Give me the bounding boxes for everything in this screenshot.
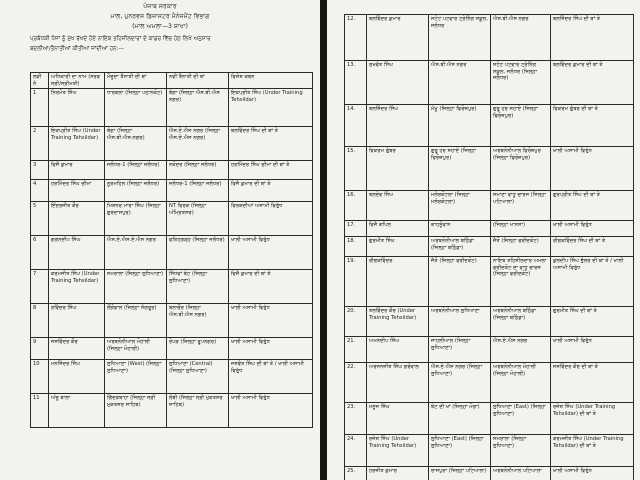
remarks: ਖਾਲੀ ਅਸਾਮੀ ਵਿਰੁੱਧ bbox=[551, 467, 634, 480]
table-row bbox=[31, 89, 313, 127]
table-row bbox=[31, 360, 313, 394]
table-row bbox=[345, 337, 634, 363]
remarks: ਵਿਕਰਮ ਗੁੰਬਰ ਦੀ ਥਾਂ ਤੇ bbox=[551, 105, 634, 147]
intro-line: ਪ੍ਰਬੰਧਕੀ ਧੋਜਾਂ ਨੂੰ ਮੁੱਖ ਰੱਖਦੇ ਹੋਏ ਨਾਇਬ ਤਹਿਸੀਲਦਾਰਾਂ ਦੇ ਕਾਡਰ ਵਿੱਚ ਹੇਠ ਲਿਖੇ ਅਨੁਸਾਰ bbox=[30, 36, 211, 42]
current-posting: ਜਲੰਧਰ-1 (ਜਿਲ੍ਹਾ ਜਲੰਧਰ) bbox=[105, 161, 167, 180]
officer-name: ਇੰਦਰਜੀਤ ਕੌਰ bbox=[49, 202, 105, 236]
officer-name: ਜਸਵਿੰਦਰ ਕੌਰ bbox=[49, 338, 105, 360]
current-posting: ਲੁਧਿਆਣਾ (East) (ਜਿਲ੍ਹਾ ਲੁਧਿਆਣਾ) bbox=[429, 435, 491, 467]
current-posting: ਅਰਬਨੋਨੀਆਲ ਬਠਿੰਡਾ (ਜਿਲ੍ਹਾ ਬਠਿੰਡਾ) bbox=[429, 237, 491, 257]
table-row bbox=[345, 61, 634, 105]
remarks: ਗੁਰਪ੍ਰੀਤ ਸਿੰਘ ਦੀ ਥਾਂ ਤੇ bbox=[551, 191, 634, 221]
current-posting: ਸਟੇਟ ਪਟਵਾਰ ਟ੍ਰੇਨਿੰਗ ਸਕੂਲ, ਜਲੰਧਰ bbox=[429, 15, 491, 61]
remarks: ਖਾਲੀ ਅਸਾਮੀ ਵਿਰੁੱਧ bbox=[229, 394, 313, 428]
column-header: ਅਧਿਕਾਰੀ ਦਾ ਨਾਮ (ਸਰਵ ਸ੍ਰੀ/ਸ੍ਰੀਮਤੀ) bbox=[49, 73, 105, 89]
new-posting: (ਜਿਲ੍ਹਾ ਮਾਨਸਾ) bbox=[491, 221, 551, 237]
column-header: ਮੌਜੂਦਾ ਤੈਨਾਤੀ ਦੀ ਥਾਂ bbox=[105, 73, 167, 89]
officer-name: ਵਿਜੈ ਕੁਮਾਰ bbox=[49, 161, 105, 180]
officer-name: ਬਲਦੇਵ ਸਿੰਘ bbox=[367, 191, 429, 221]
current-posting: ਮਲੇਰਕੋਟਲਾ (ਜਿਲ੍ਹਾ ਮਲੇਰਕੋਟਲਾ) bbox=[429, 191, 491, 221]
remarks: ਬਲਵਿੰਦਰ ਕੁਮਾਰ ਦੀ ਥਾਂ ਤੇ bbox=[551, 61, 634, 105]
row-number: 6 bbox=[31, 236, 49, 270]
new-posting: ਨਾਇਬ ਤਹਿਸੀਲਦਾਰ ਅਮਲਾ ਫਰੀਦਕੋਟ ਦਾ ਵਾਧੂ ਚਾਰਜ (ਜਿਲ੍ਹਾ ਫਰੀਦਕੋਟ) bbox=[491, 257, 551, 307]
current-posting: ਧਾਰਕਲਾ (ਜਿਲ੍ਹਾ ਪਠਾਨਕੋਟ) bbox=[105, 89, 167, 127]
officer-name: ਗਗਨਦੀਪ ਸਿੰਘ bbox=[49, 236, 105, 270]
new-posting: ਨਕੋਦਰ (ਜਿਲ੍ਹਾ ਜਲੰਧਰ) bbox=[167, 161, 229, 180]
officer-name: ਰਜੇਸ਼ ਸਿੰਘ (Under Training Tehsildar) bbox=[367, 435, 429, 467]
remarks: ਕੁਲਦੀਪ ਸਿੰਘ ਭੁੱਲਰ ਦੀ ਥਾਂ ਤੇ / ਖਾਲੀ ਅਸਾਮੀ ਵਿਰੁੱਧ bbox=[551, 257, 634, 307]
table-row bbox=[345, 191, 634, 221]
table-row bbox=[345, 435, 634, 467]
current-posting: ਬੇਟ ਦੀ ਖਾਂ (ਜਿਲ੍ਹਾ ਮੋਗਾ) bbox=[429, 403, 491, 435]
row-number: 4 bbox=[31, 180, 49, 202]
new-posting: ਅਰਬਨੋਨੀਆਲ ਮੋਹਾਲੀ (ਜਿਲ੍ਹਾ ਮੋਹਾਲੀ) bbox=[491, 363, 551, 403]
current-posting: ਅਰਬਨੋਨੀਆਲ ਲੁਧਿਆਣਾ bbox=[429, 307, 491, 337]
new-posting: ਬੰਗਾ (ਜਿਲ੍ਹਾ ਐਸ.ਬੀ.ਐਸ ਨਗਰ) bbox=[167, 89, 229, 127]
new-posting: ਅਰਬਨੋਨੀਆਲ ਫਿਰੋਜ਼ਪੁਰ (ਜਿਲ੍ਹਾ ਫਿਰੋਜ਼ਪੁਰ) bbox=[491, 147, 551, 191]
column-header: ਨਵੀਂ ਤੈਨਾਤੀ ਦੀ ਥਾਂ bbox=[167, 73, 229, 89]
table-row bbox=[31, 127, 313, 161]
row-number: 19. bbox=[345, 257, 367, 307]
remarks: ਰੀਗਕਵਿੰਦਰ ਸਿੰਘ ਦੀ ਥਾਂ ਤੇ bbox=[551, 237, 634, 257]
new-posting: ਸਟੇਟ ਪਟਵਾਰ ਟ੍ਰੇਨਿੰਗ ਸਕੂਲ, ਜਲੰਧਰ (ਜਿਲ੍ਹਾ ਜਲੰਧਰ) bbox=[491, 61, 551, 105]
header-line: ਪੰਜਾਬ ਸਰਕਾਰ bbox=[143, 3, 177, 10]
new-posting: ਜਲੰਧਰ-1 (ਜਿਲ੍ਹਾ ਜਲੰਧਰ) bbox=[167, 180, 229, 202]
remarks: ਕਰਮਜੀਤ ਸਿੰਘ (Under Training Tehsildar) ਦੀ ਥਾਂ ਤੇ bbox=[551, 435, 634, 467]
table-header-row bbox=[31, 73, 313, 89]
table-row bbox=[31, 236, 313, 270]
officer-name: ਵਿਕਰਮ ਗੁੰਬਰ bbox=[367, 147, 429, 191]
table-row bbox=[345, 257, 634, 307]
row-number: 2 bbox=[31, 127, 49, 161]
remarks: ਵਿਰਕਦੀਆਂ ਅਸਾਮੀ ਵਿਰੁੱਧ bbox=[229, 202, 313, 236]
new-posting: ਲੁਧਿਆਣਾ (Central) (ਜਿਲ੍ਹਾ ਲੁਧਿਆਣਾ) bbox=[167, 360, 229, 394]
row-number: 17. bbox=[345, 221, 367, 237]
row-number: 15. bbox=[345, 147, 367, 191]
row-number: 10 bbox=[31, 360, 49, 394]
row-number: 14. bbox=[345, 105, 367, 147]
remarks: ਖਾਲੀ ਅਸਾਮੀ ਵਿਰੁੱਧ bbox=[551, 337, 634, 363]
remarks: ਵਿਜੈ ਕੁਮਾਰ ਦੀ ਥਾਂ ਤੇ bbox=[229, 180, 313, 202]
remarks: ਰਜੇਸ਼ ਸਿੰਘ (Under Training Tehsildar) ਦੀ ਥਾਂ ਤੇ bbox=[551, 403, 634, 435]
table-row bbox=[345, 237, 634, 257]
row-number: 25. bbox=[345, 467, 367, 480]
remarks: ਇਕਪ੍ਰੀਤ ਸਿੰਘ (Under Training Tehsildar) bbox=[229, 89, 313, 127]
table-row bbox=[31, 304, 313, 338]
new-posting: ਰੋਪੜ (ਜਿਲ੍ਹਾ ਰੂਪਨਗਰ) bbox=[167, 338, 229, 360]
header-line: ਮਾਲ, ਪੁਨਰਵਸ ਡਿਜਾਸਟਰ ਮੈਨੇਜਮੈਂਟ ਵਿਭਾਗ bbox=[110, 13, 210, 20]
row-number: 1 bbox=[31, 89, 49, 127]
row-number: 3 bbox=[31, 161, 49, 180]
row-number: 12. bbox=[345, 15, 367, 61]
remarks: ਹਰਮਿੰਦਰ ਸਿੰਘ ਚੀਮਾ ਦੀ ਥਾਂ ਤੇ bbox=[229, 161, 313, 180]
table-row bbox=[345, 467, 634, 480]
remarks: ਵਿਜੈ ਕੁਮਾਰ ਦੀ ਥਾਂ ਤੇ bbox=[229, 270, 313, 304]
current-posting: ਬੰਗਾ (ਜਿਲ੍ਹਾ ਐਸ.ਬੀ.ਐਸ.ਨਗਰ) bbox=[105, 127, 167, 161]
officer-name: ਅੰਜੂ ਬਾਲਾ bbox=[49, 394, 105, 428]
current-posting: ਐਸ.ਏ.ਐਸ.ਏ.ਐਸ ਨਗਰ bbox=[105, 236, 167, 270]
remarks: ਜਸਵੰਤ ਸਿੰਘ ਦੀ ਥਾਂ ਤੇ / ਖਾਲੀ ਅਸਾਮੀ ਵਿਰੁੱਧ bbox=[229, 360, 313, 394]
current-posting: ਮਿਸ਼ਨਰ ਮਾਰਾ ਸਿੰਘ (ਜਿਲ੍ਹਾ ਗੁਰਦਾਸਪੁਰ) bbox=[105, 202, 167, 236]
new-posting: ਸਿੱਧਵਾਂ ਬੇਟ (ਜਿਲ੍ਹਾ ਲੁਧਿਆਣਾ) bbox=[167, 270, 229, 304]
document-header bbox=[0, 0, 320, 32]
header-line: (ਮਾਲ ਅਮਲਾ—3 ਸ਼ਾਖਾ) bbox=[132, 23, 188, 30]
table-row bbox=[345, 307, 634, 337]
table-row bbox=[31, 202, 313, 236]
right-document-page bbox=[327, 0, 640, 480]
current-posting: ਕਾਹਨੂੰਵਾਨ bbox=[429, 221, 491, 237]
new-posting: ਐਸ.ਏ.ਐਸ ਨਗਰ (ਜਿਲ੍ਹਾ ਐਸ.ਏ.ਐਸ ਨਗਰ) bbox=[167, 127, 229, 161]
new-posting: ਸਮਾਣਾ ਵਾਧੂ ਚਾਰਜ (ਜਿਲ੍ਹਾ ਪਟਿਆਲਾ) bbox=[491, 191, 551, 221]
officer-name: ਅਰਜਨਜੀਤ ਸਿੰਘ ਗਰੇਵਾਲ bbox=[367, 363, 429, 403]
row-number: 23. bbox=[345, 403, 367, 435]
current-posting: ਗਿੱਦੜਬਾਹਾ (ਜਿਲ੍ਹਾ ਸ੍ਰੀ ਮੁਕਤਸਰ ਸਾਹਿਬ) bbox=[105, 394, 167, 428]
current-posting: ਰਾਜਪੁਰਾ (ਜਿਲ੍ਹਾ ਪਟਿਆਲਾ) bbox=[429, 467, 491, 480]
table-row bbox=[31, 180, 313, 202]
new-posting: ਲੁਧਿਆਣਾ (East) (ਜਿਲ੍ਹਾ ਲੁਧਿਆਣਾ) bbox=[491, 403, 551, 435]
table-row bbox=[345, 147, 634, 191]
new-posting: ਜੈਤੋ (ਜਿਲ੍ਹਾ ਫਰੀਦਕੋਟ) bbox=[491, 237, 551, 257]
table-row bbox=[345, 221, 634, 237]
remarks: ਖਾਲੀ ਅਸਾਮੀ ਵਿਰੁੱਧ bbox=[551, 221, 634, 237]
remarks: ਗੁਰਮੀਤ ਸਿੰਘ ਦੀ ਥਾਂ ਤੇ bbox=[551, 307, 634, 337]
remarks: ਖਾਲੀ ਅਸਾਮੀ ਵਿਰੁੱਧ bbox=[229, 304, 313, 338]
order-intro bbox=[0, 32, 320, 57]
officer-name: ਵਿਜੈ ਕਪਿਲ bbox=[367, 221, 429, 237]
new-posting: ਫਤਿਹਗੜ੍ਹ (ਜਿਲ੍ਹਾ ਜਲੰਧਰ) bbox=[167, 236, 229, 270]
transfer-table-left bbox=[30, 72, 313, 428]
new-posting: ਅਰਬਨੋਨੀਆਲ ਪਟਿਆਲਾ bbox=[491, 467, 551, 480]
officer-name: ਸੁਖਵੰਤ ਸਿੰਘ bbox=[367, 61, 429, 105]
table-row bbox=[31, 338, 313, 360]
officer-name: ਹਰਜੀਤ ਕੁਮਾਰ bbox=[367, 467, 429, 480]
row-number: 8 bbox=[31, 304, 49, 338]
current-posting: ਜਾਹਲੀਆਲ (ਜਿਲ੍ਹਾ ਲੁਧਿਆਣਾ) bbox=[429, 337, 491, 363]
remarks: ਖਾਲੀ ਅਸਾਮੀ ਵਿਰੁੱਧ bbox=[551, 147, 634, 191]
new-posting: ਅਰਬਨੋਨੀਆਲ ਬਠਿੰਡਾ (ਜਿਲ੍ਹਾ ਬਠਿੰਡਾ) bbox=[491, 307, 551, 337]
current-posting: ਗੁਰੂ ਹਰ ਸਹਾਏ (ਜਿਲ੍ਹਾ ਫਿਰੋਜ਼ਪੁਰ) bbox=[429, 147, 491, 191]
table-row bbox=[31, 161, 313, 180]
current-posting: ਲੁਧਿਆਣਾ (West) (ਜਿਲ੍ਹਾ ਲੁਧਿਆਣਾ) bbox=[105, 360, 167, 394]
officer-name: ਤਲਵਿੰਦਰ ਕੌਰ (Under Training Tehsildar) bbox=[367, 307, 429, 337]
remarks: ਜਸਵਿੰਦਰ ਕੌਰ ਦੀ ਥਾਂ ਤੇ bbox=[551, 363, 634, 403]
officer-name: ਗੁਰਮੀਤ ਸਿੰਘ bbox=[367, 237, 429, 257]
new-posting: ਬਲਾਚੌਰ (ਜਿਲ੍ਹਾ ਐਸ.ਬੀ.ਐਸ ਨਗਰ) bbox=[167, 304, 229, 338]
row-number: 21. bbox=[345, 337, 367, 363]
current-posting: ਸਮਰਾਲਾ (ਜਿਲ੍ਹਾ ਲੁਧਿਆਣਾ) bbox=[105, 270, 167, 304]
row-number: 22. bbox=[345, 363, 367, 403]
officer-name: ਰਵਿੰਦਰ ਸਿੰਘ bbox=[49, 304, 105, 338]
new-posting: ਐਸ.ਏ.ਐਸ ਨਗਰ bbox=[491, 337, 551, 363]
current-posting: ਨੂਰਮਹਿਲ (ਜਿਲ੍ਹਾ ਜਲੰਧਰ) bbox=[105, 180, 167, 202]
row-number: 5 bbox=[31, 202, 49, 236]
officer-name: ਹਰਮਿੰਦਰ ਸਿੰਘ ਚੀਮਾ bbox=[49, 180, 105, 202]
table-row bbox=[345, 15, 634, 61]
officer-name: ਨਿਰਮੋਤ ਸਿੰਘ bbox=[49, 89, 105, 127]
transfer-table-right bbox=[344, 14, 634, 480]
remarks: ਖਾਲੀ ਅਸਾਮੀ ਵਿਰੁੱਧ bbox=[229, 236, 313, 270]
current-posting: ਲੌਂਗੋਵਾਲ (ਜਿਲ੍ਹਾ ਸੰਗਰੂਰ) bbox=[105, 304, 167, 338]
row-number: 20. bbox=[345, 307, 367, 337]
remarks: ਬਲਵਿੰਦਰ ਸਿੰਘ ਦੀ ਥਾਂ ਤੇ bbox=[229, 127, 313, 161]
intro-line: ਬਦਲੀਆਂ/ਤੈਨਾਤੀਆਂ ਕੀਤੀਆਂ ਜਾਂਦੀਆਂ ਹਨ:— bbox=[30, 45, 125, 52]
table-row bbox=[345, 105, 634, 147]
table-row bbox=[345, 363, 634, 403]
row-number: 11 bbox=[31, 394, 49, 428]
officer-name: ਇਕਪ੍ਰੀਤ ਸਿੰਘ (Under Training Tehsildar) bbox=[49, 127, 105, 161]
officer-name: ਅਮਨਦੀਪ ਸਿੰਘ bbox=[367, 337, 429, 363]
officer-name: ਰੀਗਕਵਿੰਦਰ bbox=[367, 257, 429, 307]
table-row bbox=[345, 403, 634, 435]
remarks: ਖਾਲੀ ਅਸਾਮੀ ਵਿਰੁੱਧ bbox=[229, 338, 313, 360]
row-number: 7 bbox=[31, 270, 49, 304]
new-posting: ਲੰਬੀ (ਜਿਲ੍ਹਾ ਸ੍ਰੀ ਮੁਕਤਸਰ ਸਾਹਿਬ) bbox=[167, 394, 229, 428]
officer-name: ਮਨੂਜ ਸਿੰਘ bbox=[367, 403, 429, 435]
officer-name: ਕਰਮਜੀਤ ਸਿੰਘ (Under Training Tehsildar) bbox=[49, 270, 105, 304]
current-posting: ਮੱਖੂ (ਜਿਲ੍ਹਾ ਫਿਰੋਜ਼ਪੁਰ) bbox=[429, 105, 491, 147]
new-posting: ਐਸ.ਬੀ.ਐਸ ਨਗਰ bbox=[491, 15, 551, 61]
officer-name: ਬਲਜਿੰਦਰ ਸਿੰਘ bbox=[367, 105, 429, 147]
remarks: ਬਲਜਿੰਦਰ ਸਿੰਘ ਦੀ ਥਾਂ ਤੇ bbox=[551, 15, 634, 61]
row-number: 9 bbox=[31, 338, 49, 360]
row-number: 16. bbox=[345, 191, 367, 221]
column-header: ਲੜੀ ਨੰ bbox=[31, 73, 49, 89]
row-number: 13. bbox=[345, 61, 367, 105]
column-header: ਵਿਸ਼ੇਸ਼ ਕਥਨ bbox=[229, 73, 313, 89]
new-posting: ਗੁਰੂ ਹਰ ਸਹਾਏ (ਜਿਲ੍ਹਾ ਫਿਰੋਜ਼ਪੁਰ) bbox=[491, 105, 551, 147]
row-number: 18. bbox=[345, 237, 367, 257]
new-posting: NT ਵਿਰਕ (ਜਿਲ੍ਹਾ ਅੰਮ੍ਰਿਤਸਰ) bbox=[167, 202, 229, 236]
new-posting: ਸਮਰਾਲਾ (ਜਿਲ੍ਹਾ ਲੁਧਿਆਣਾ) bbox=[491, 435, 551, 467]
table-row bbox=[31, 270, 313, 304]
table-row bbox=[31, 394, 313, 428]
current-posting: ਐਸ.ਬੀ.ਐਸ ਨਗਰ bbox=[429, 61, 491, 105]
officer-name: ਬਲਵਿੰਦਰ ਕੁਮਾਰ bbox=[367, 15, 429, 61]
row-number: 24. bbox=[345, 435, 367, 467]
officer-name: ਮਨਜਿੰਦਰ ਸਿੰਘ bbox=[49, 360, 105, 394]
current-posting: ਜੈਤੋ (ਜਿਲ੍ਹਾ ਫਰੀਦਕੋਟ) bbox=[429, 257, 491, 307]
current-posting: ਐਸ.ਏ.ਐਸ ਨਗਰ (ਜਿਲ੍ਹਾ ਲੁਧਿਆਣਾ) bbox=[429, 363, 491, 403]
current-posting: ਅਰਬਨੋਨੀਆਲ ਮੋਹਾਲੀ (ਜਿਲ੍ਹਾ ਮੋਹਾਲੀ) bbox=[105, 338, 167, 360]
